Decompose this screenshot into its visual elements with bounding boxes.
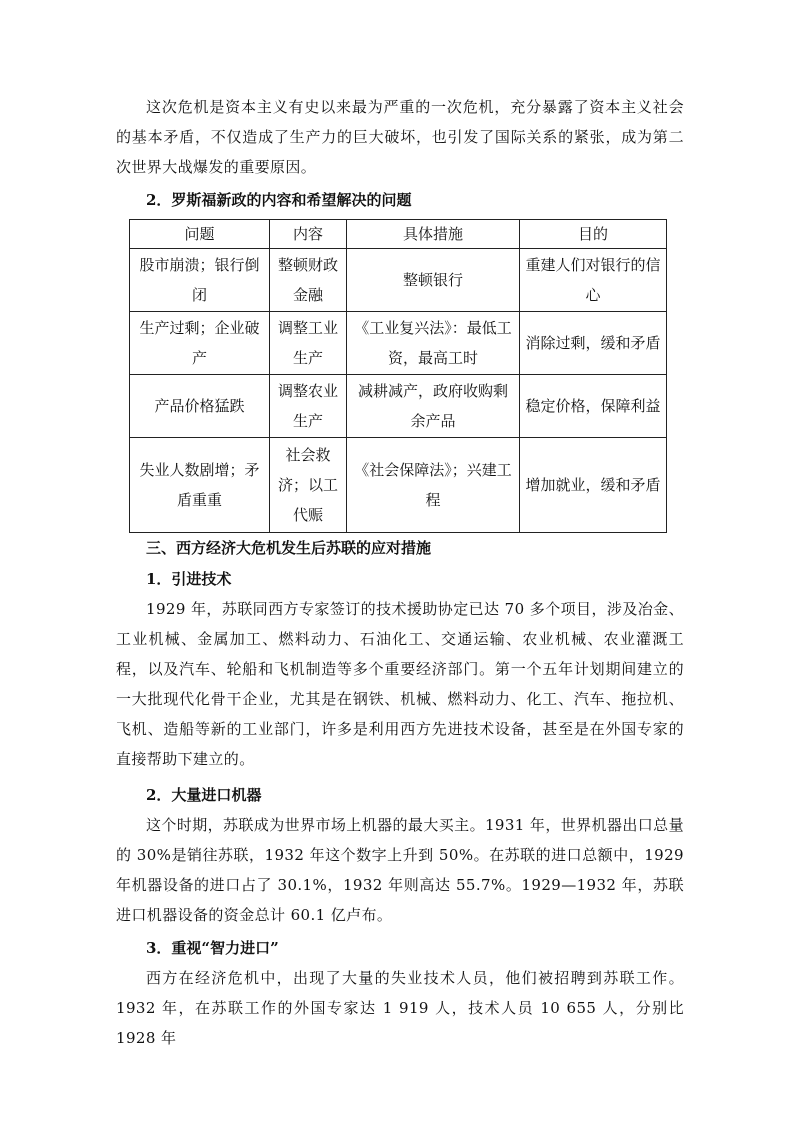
sub1-heading: 1．引进技术 (146, 570, 232, 588)
table-row (130, 375, 667, 438)
sub2-heading: 2．大量进口机器 (146, 786, 262, 804)
section3-heading: 三、西方经济大危机发生后苏联的应对措施 (146, 539, 432, 557)
table-row (130, 438, 667, 533)
sub2-paragraph: 这个时期，苏联成为世界市场上机器的最大买主。1931 年，世界机器出口总量的 30%是销往苏联，1932 年这个数字上升到 50%。在苏联的进口总额中，1929 年机器设备的进口占了 30.1%，1932 年则高达 55.7%。1929—1932 年，苏联进口机器设备的资金总计 60.1 亿卢布。 (116, 816, 684, 924)
header-content: 内容 (270, 220, 347, 249)
table-cell: 整顿银行 (347, 249, 520, 312)
header-purpose: 目的 (520, 220, 667, 249)
sub3-paragraph: 西方在经济危机中，出现了大量的失业技术人员，他们被招聘到苏联工作。1932 年，在苏联工作的外国专家达 1 919 人，技术人员 10 655 人，分别比 1928 年 (116, 969, 684, 1047)
sub3-heading: 3．重视“智力进口” (146, 939, 279, 957)
table-cell: 减耕减产，政府收购剩余产品 (347, 375, 520, 438)
table-row (130, 249, 667, 312)
header-problem: 问题 (130, 220, 270, 249)
table-cell: 《社会保障法》；兴建工程 (347, 438, 520, 533)
table-cell: 消除过剩，缓和矛盾 (520, 312, 667, 375)
table-cell: 社会救济；以工代赈 (270, 438, 347, 533)
sub1-paragraph: 1929 年，苏联同西方专家签订的技术援助协定已达 70 多个项目，涉及冶金、工业机械、金属加工、燃料动力、石油化工、交通运输、农业机械、农业灌溉工程，以及汽车、轮船和飞机制造等多个重要经济部门。第一个五年计划期间建立的一大批现代化骨干企业，尤其是在钢铁、机械、燃料动力、化工、汽车、拖拉机、飞机、造船等新的工业部门，许多是利用西方先进技术设备，甚至是在外国专家的直接帮助下建立的。 (116, 600, 684, 768)
table-cell: 增加就业，缓和矛盾 (520, 438, 667, 533)
table-cell: 稳定价格，保障利益 (520, 375, 667, 438)
table-cell: 调整农业生产 (270, 375, 347, 438)
table-cell: 产品价格猛跌 (130, 375, 270, 438)
intro-paragraph: 这次危机是资本主义有史以来最为严重的一次危机，充分暴露了资本主义社会的基本矛盾，不仅造成了生产力的巨大破坏，也引发了国际关系的紧张，成为第二次世界大战爆发的重要原因。 (116, 98, 684, 176)
table-cell: 生产过剩；企业破产 (130, 312, 270, 375)
table-cell: 重建人们对银行的信心 (520, 249, 667, 312)
table-row (130, 312, 667, 375)
table-cell: 整顿财政金融 (270, 249, 347, 312)
table-cell: 调整工业生产 (270, 312, 347, 375)
table-cell: 失业人数剧增；矛盾重重 (130, 438, 270, 533)
section2-heading: 2．罗斯福新政的内容和希望解决的问题 (146, 191, 412, 209)
table-cell: 股市崩溃；银行倒闭 (130, 249, 270, 312)
table-header-row (130, 220, 667, 249)
new-deal-table (129, 219, 667, 533)
table-cell: 《工业复兴法》：最低工资，最高工时 (347, 312, 520, 375)
header-measures: 具体措施 (347, 220, 520, 249)
